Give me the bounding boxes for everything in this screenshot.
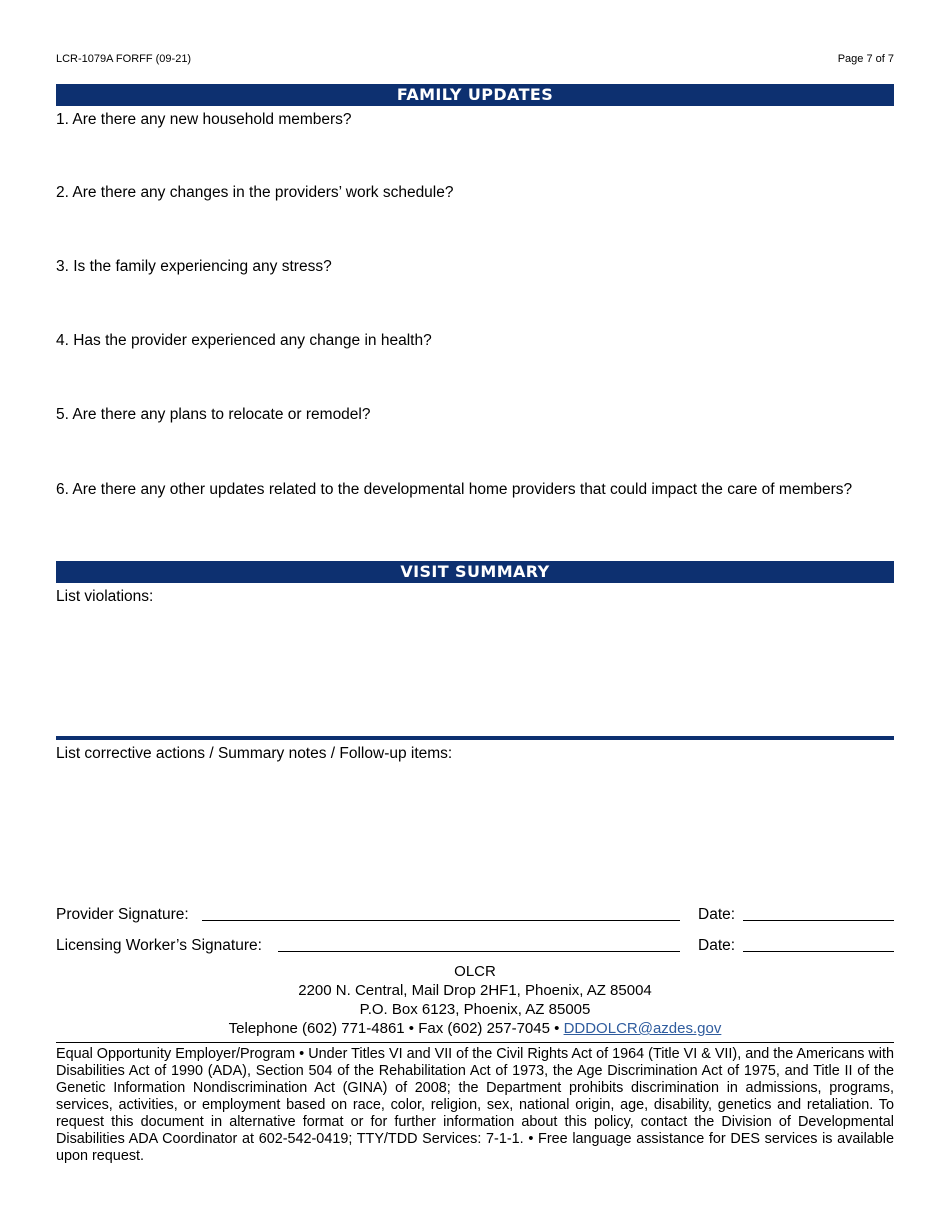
page-number: Page 7 of 7: [837, 53, 894, 65]
provider-date-label: Date:: [698, 906, 736, 923]
worker-date-label: Date:: [698, 937, 736, 954]
provider-date-field[interactable]: [743, 920, 894, 921]
form-id: LCR-1079A FORFF (09-21): [56, 53, 192, 65]
worker-signature-field[interactable]: [278, 951, 680, 952]
corrective-actions-label: List corrective actions / Summary notes / Follow-up items:: [56, 745, 453, 762]
section-divider: [56, 736, 894, 740]
provider-signature-field[interactable]: [202, 920, 680, 921]
provider-signature-label: Provider Signature:: [56, 906, 189, 923]
question-3: 3. Is the family experiencing any stress?: [56, 258, 332, 275]
family-updates-heading: FAMILY UPDATES: [56, 84, 894, 106]
footer-address-2: P.O. Box 6123, Phoenix, AZ 85005: [359, 1001, 591, 1018]
footer-contact-line: [56, 1019, 894, 1038]
worker-date-field[interactable]: [743, 951, 894, 952]
question-6: 6. Are there any other updates related to the developmental home providers that could impact the care of members?: [56, 481, 853, 498]
question-2: 2. Are there any changes in the providers’ work schedule?: [56, 184, 454, 201]
footer-address-1: 2200 N. Central, Mail Drop 2HF1, Phoenix, AZ 85004: [298, 982, 652, 999]
question-4: 4. Has the provider experienced any change in health?: [56, 332, 432, 349]
email-link[interactable]: DDDOLCR@azdes.gov: [563, 1020, 722, 1037]
violations-label: List violations:: [56, 588, 154, 605]
worker-signature-label: Licensing Worker’s Signature:: [56, 937, 262, 954]
footer-divider: [56, 1042, 894, 1043]
footer-org: OLCR: [454, 963, 496, 980]
question-5: 5. Are there any plans to relocate or remodel?: [56, 406, 371, 423]
question-1: 1. Are there any new household members?: [56, 111, 352, 128]
footer-contact: Telephone (602) 771-4861 • Fax (602) 257-7045 •: [228, 1020, 560, 1037]
visit-summary-heading: VISIT SUMMARY: [56, 561, 894, 583]
legal-notice: Equal Opportunity Employer/Program • Under Titles VI and VII of the Civil Rights Act of 1964 (Title VI & VII), and the Americans with Disabilities Act of 1990 (ADA), Section 504 of the Rehabilitation Act of 1973, the Age Discrimination Act of 1975, and Title II of the Genetic Information Nondiscrimination Act (GINA) of 2008; the Department prohibits discrimination in admissions, programs, services, activities, or employment based on race, color, religion, sex, national origin, age, disability, genetics and retaliation. To request this document in alternative format or for further information about this policy, contact the Division of Developmental Disabilities ADA Coordinator at 602-542-0419; TTY/TDD Services: 7-1-1. • Free language assistance for DES services is available upon request.: [56, 1046, 894, 1164]
